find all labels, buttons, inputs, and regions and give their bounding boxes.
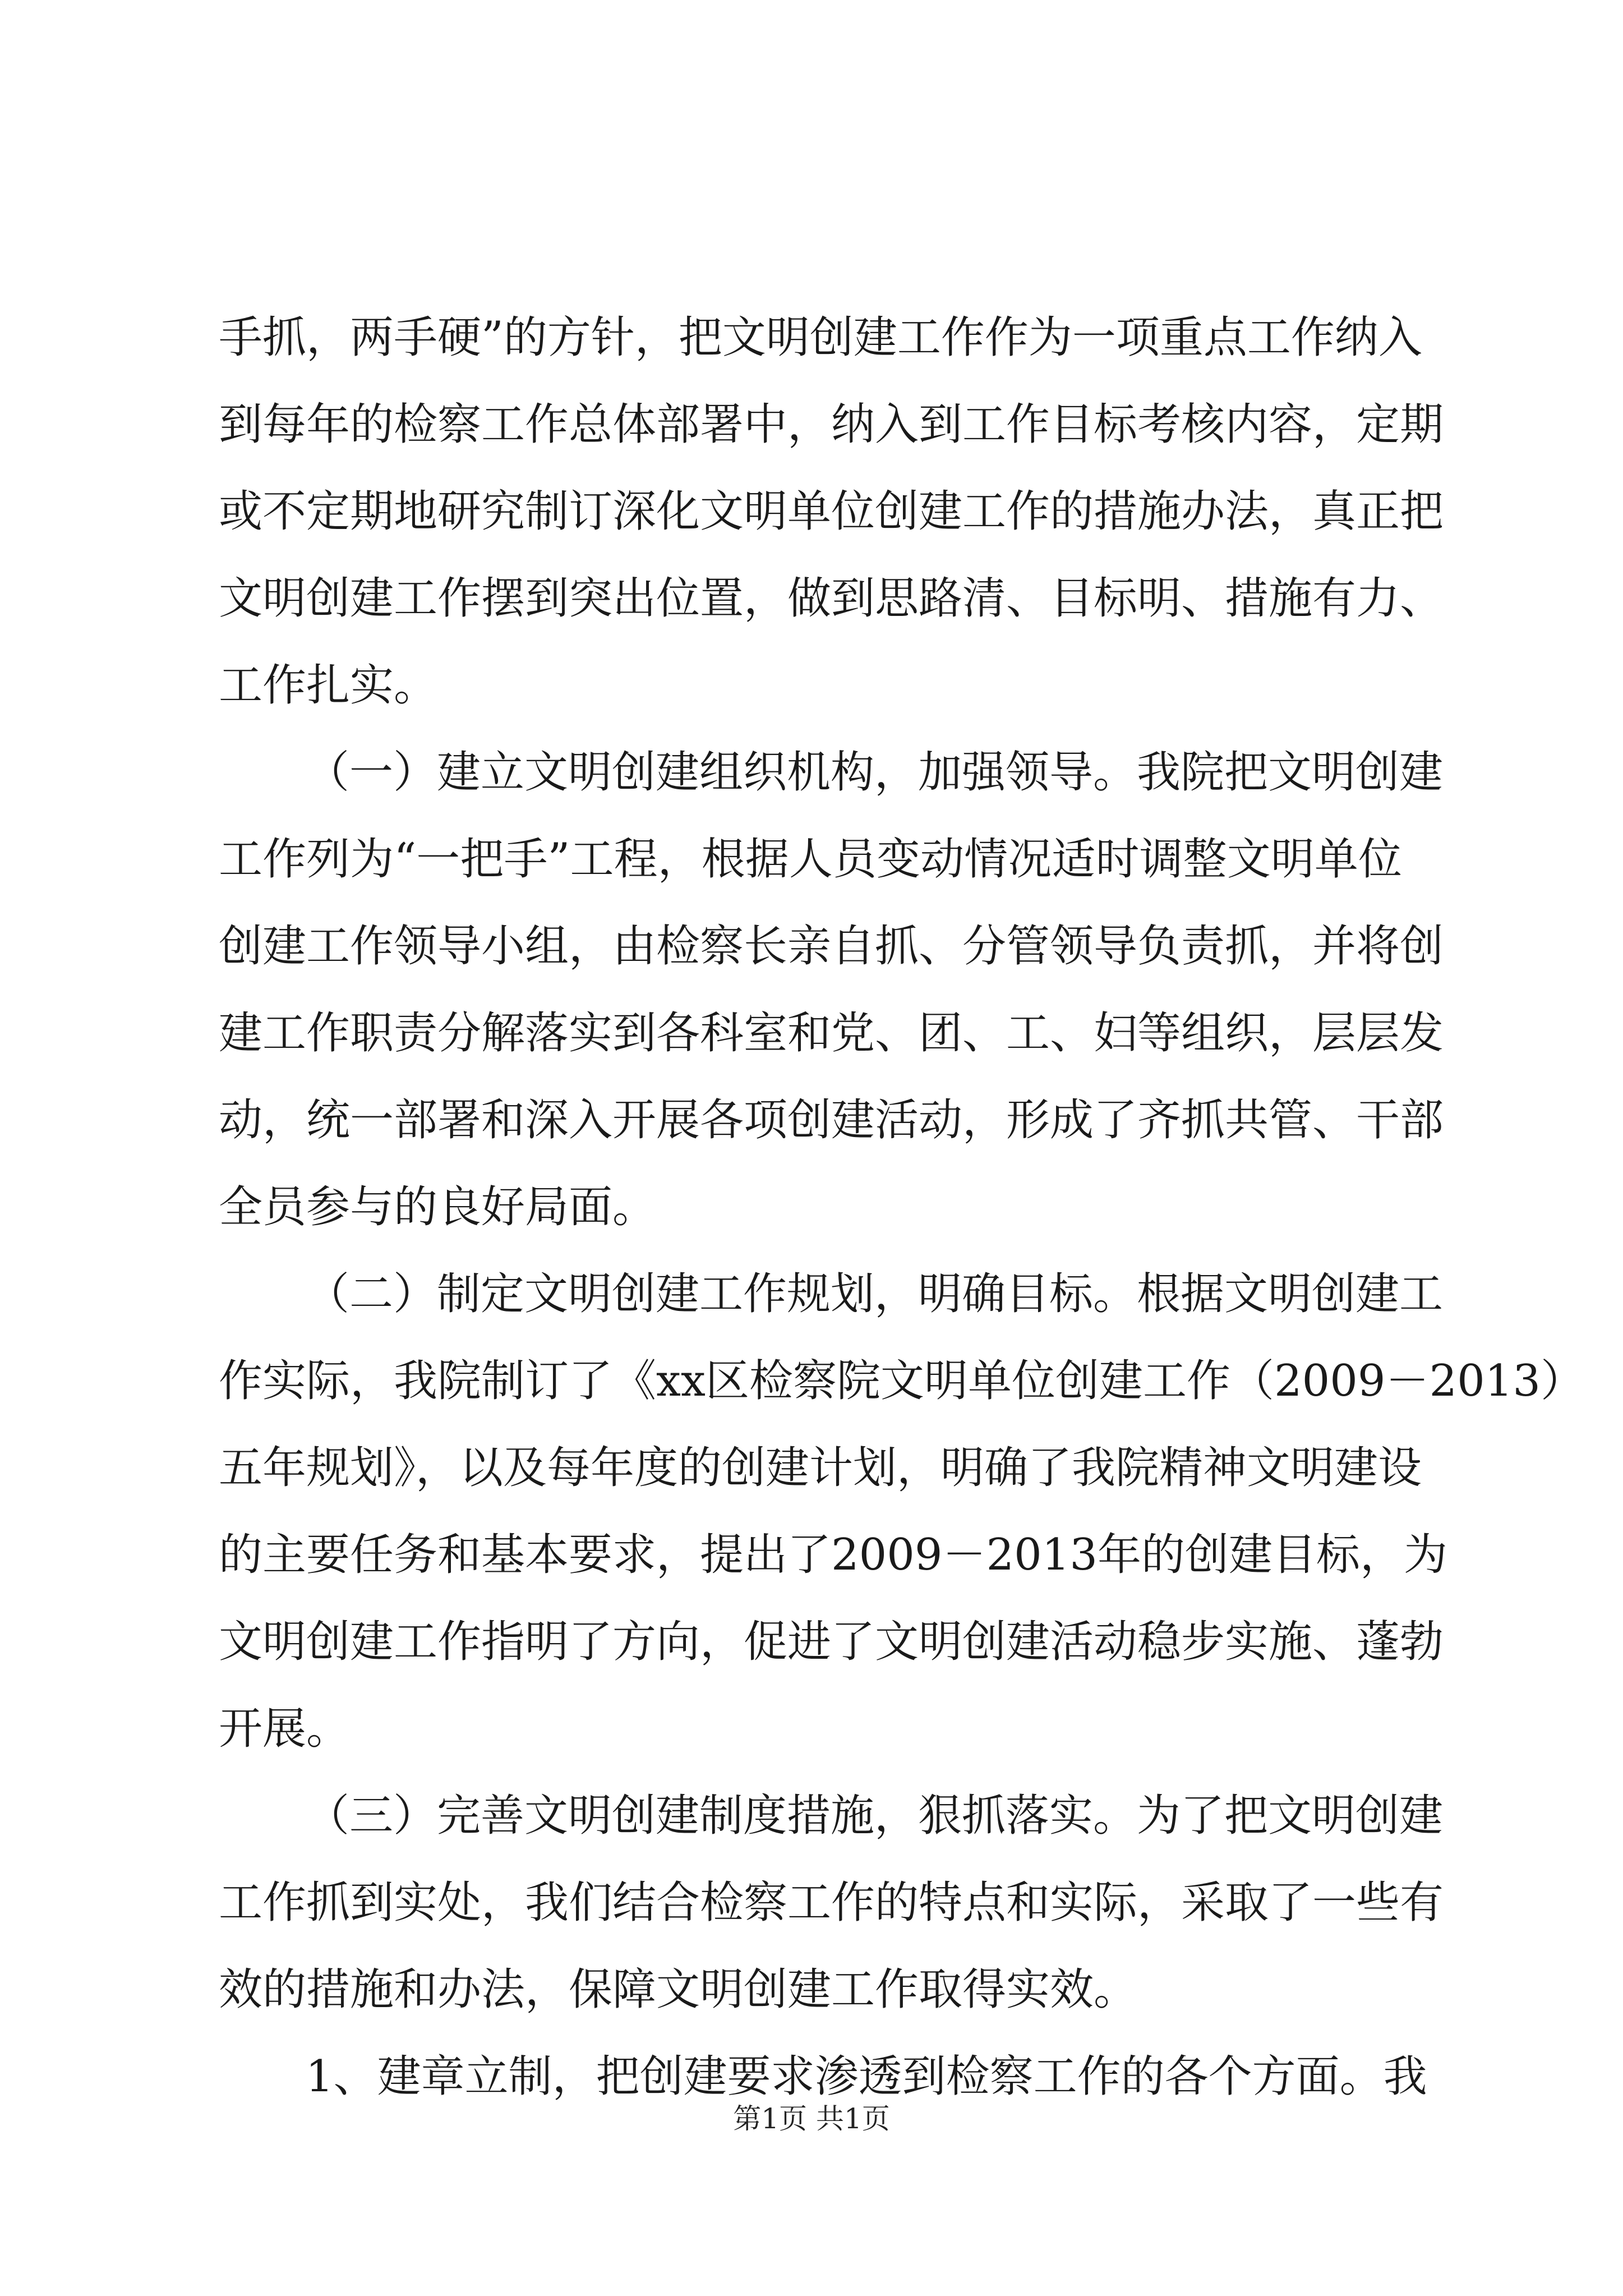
paragraph-line: 或不定期地研究制订深化文明单位创建工作的措施办法，真正把: [219, 486, 1444, 537]
page-footer: 第1页 共1页: [733, 2102, 890, 2135]
paragraph-line: 手抓，两手硬”的方针，把文明创建工作作为一项重点工作纳入: [219, 312, 1422, 363]
paragraph-line: 全员参与的良好局面。: [219, 1182, 657, 1232]
numbered-item-line: 1、建章立制，把创建要求渗透到检察工作的各个方面。我: [306, 2051, 1427, 2102]
paragraph-line: 文明创建工作指明了方向，促进了文明创建活动稳步实施、蓬勃: [219, 1617, 1444, 1667]
paragraph-line: 作实际，我院制订了《xx区检察院文明单位创建工作（2009－2013）: [219, 1356, 1584, 1406]
paragraph-line: 动，统一部署和深入开展各项创建活动，形成了齐抓共管、干部: [219, 1095, 1444, 1145]
paragraph-line: 建工作职责分解落实到各科室和党、团、工、妇等组织，层层发: [219, 1008, 1444, 1059]
paragraph-line: 文明创建工作摆到突出位置，做到思路清、目标明、措施有力、: [219, 573, 1444, 624]
paragraph-line: 开展。: [219, 1704, 351, 1754]
paragraph-line: 的主要任务和基本要求，提出了2009－2013年的创建目标，为: [219, 1530, 1448, 1580]
section-heading-line: （二）制定文明创建工作规划，明确目标。根据文明创建工: [306, 1269, 1444, 1319]
paragraph-line: 工作抓到实处，我们结合检察工作的特点和实际，采取了一些有: [219, 1878, 1444, 1928]
paragraph-line: 创建工作领导小组，由检察长亲自抓、分管领导负责抓，并将创: [219, 921, 1444, 972]
section-heading-line: （三）完善文明创建制度措施，狠抓落实。为了把文明创建: [306, 1791, 1444, 1841]
paragraph-line: 五年规划》，以及每年度的创建计划，明确了我院精神文明建设: [219, 1443, 1422, 1493]
paragraph-line: 到每年的检察工作总体部署中，纳入到工作目标考核内容，定期: [219, 399, 1444, 450]
paragraph-line: 效的措施和办法，保障文明创建工作取得实效。: [219, 1964, 1138, 2015]
paragraph-line: 工作扎实。: [219, 660, 438, 711]
paragraph-line: 工作列为“一把手”工程，根据人员变动情况适时调整文明单位: [219, 834, 1402, 885]
section-heading-line: （一）建立文明创建组织机构，加强领导。我院把文明创建: [306, 747, 1444, 798]
